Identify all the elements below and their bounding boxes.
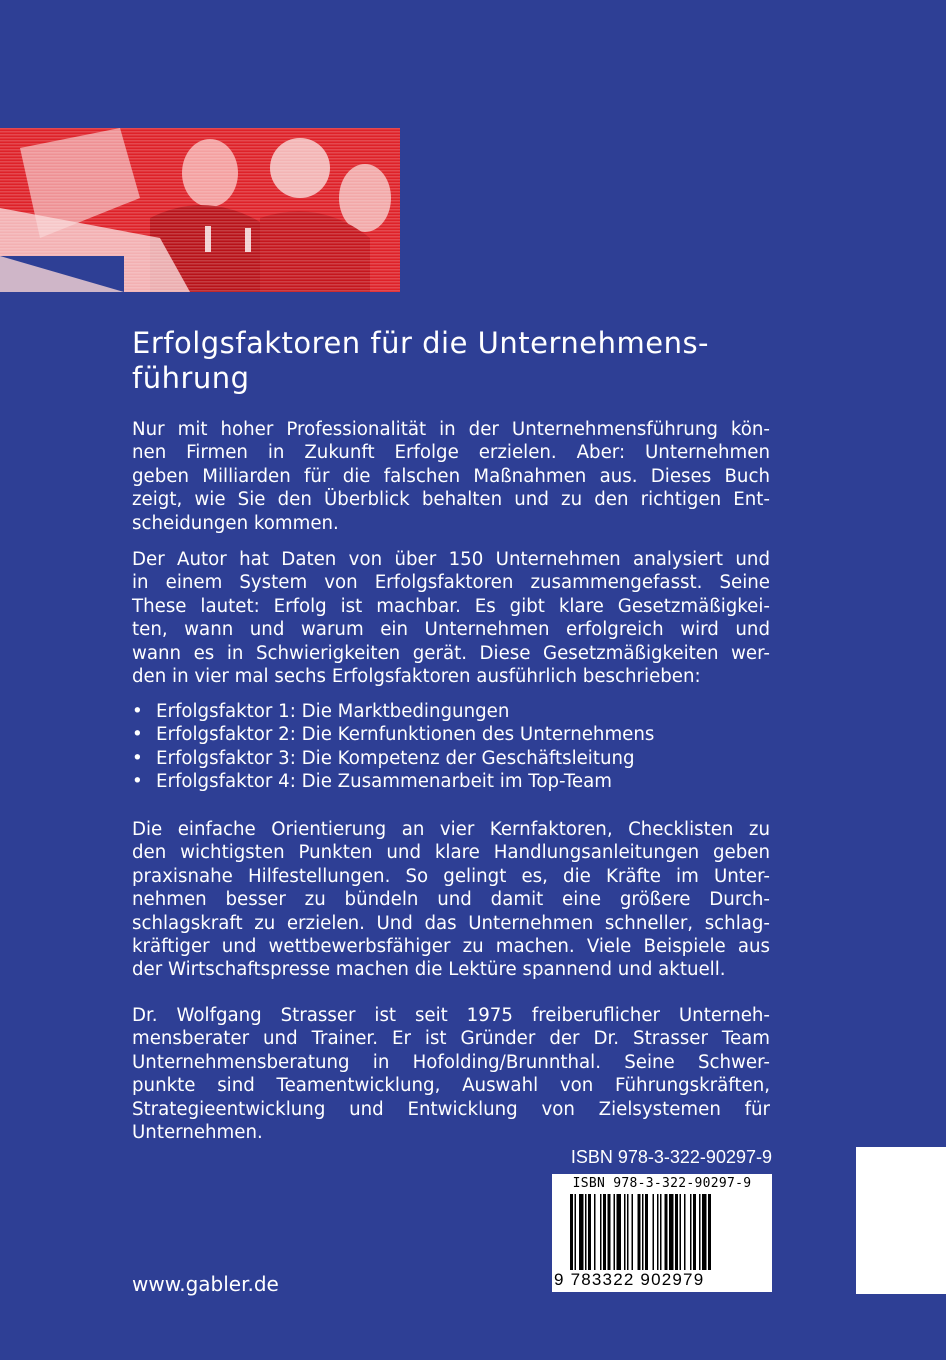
text-line: kräftiger und wettbewerbsfähiger zu machen. Viele Beispiele aus	[132, 936, 770, 958]
barcode	[552, 1174, 772, 1292]
text-line: den in vier mal sechs Erfolgsfaktoren ausführlich beschrieben:	[132, 666, 701, 688]
text-line: punkte sind Teamentwicklung, Auswahl von Führungskräften,	[132, 1075, 770, 1097]
factor-text: Erfolgsfaktor 3: Die Kompetenz der Geschäftsleitung	[156, 747, 635, 769]
barcode-bar	[690, 1194, 692, 1270]
barcode-bar	[627, 1194, 629, 1270]
barcode-bars	[570, 1194, 760, 1270]
barcode-bar	[680, 1194, 682, 1270]
text-line: praxisnahe Hilfestellungen. So gelingt es, die Kräfte im Unter-	[132, 865, 770, 887]
text-line: Dr. Wolfgang Strasser ist seit 1975 freiberuflicher Unterneh-	[132, 1005, 770, 1026]
book-title	[132, 326, 772, 396]
factor-text: Erfolgsfaktor 1: Die Marktbedingungen	[156, 701, 510, 722]
text-line: nehmen besser zu bündeln und damit eine größere Durch-	[132, 889, 770, 911]
barcode-bar	[660, 1194, 662, 1270]
barcode-digits: 9 783322 902979	[554, 1270, 705, 1289]
barcode-bar	[653, 1194, 655, 1270]
cover-photo	[0, 128, 400, 292]
text-line: wann es in Schwierigkeiten gerät. Diese Gesetzmäßigkeiten wer-	[132, 642, 770, 664]
text-line: mensberater und Trainer. Er ist Gründer der Dr. Strasser Team	[132, 1028, 770, 1050]
list-item	[132, 770, 772, 793]
author-bio-paragraph	[132, 1004, 770, 1144]
barcode-bar	[657, 1194, 659, 1270]
barcode-bar	[642, 1194, 644, 1270]
factor-text: Erfolgsfaktor 4: Die Zusammenarbeit im Top-Team	[156, 771, 612, 793]
barcode-bar	[665, 1194, 668, 1270]
factor-text: Erfolgsfaktor 2: Die Kernfunktionen des Unternehmens	[156, 724, 655, 746]
barcode-bar	[708, 1194, 711, 1270]
text-line: geben Milliarden für die falschen Maßnahmen aus. Dieses Buch	[132, 465, 770, 487]
barcode-bar	[575, 1194, 577, 1270]
barcode-bar	[702, 1194, 707, 1270]
bullet-icon: •	[132, 724, 143, 746]
list-item	[132, 700, 772, 723]
text-line: These lautet: Erfolg ist machbar. Es gibt klare Gesetzmäßigkei-	[132, 595, 770, 617]
publisher-url: www.gabler.de	[132, 1272, 279, 1296]
text-line: der Wirtschaftspresse machen die Lektüre spannend und aktuell.	[132, 959, 726, 981]
text-line: zeigt, wie Sie den Überblick behalten und zu den richtigen Ent-	[132, 489, 770, 511]
barcode-bar	[693, 1194, 696, 1270]
barcode-bar	[638, 1194, 641, 1270]
barcode-bar	[570, 1194, 573, 1270]
text-line: Der Autor hat Daten von über 150 Unternehmen analysiert und	[132, 549, 770, 570]
barcode-bar	[600, 1194, 602, 1270]
title-line-1: Erfolgsfaktoren für die Unternehmens-	[132, 326, 710, 360]
barcode-bar	[594, 1194, 596, 1270]
text-line: schlagskraft zu erzielen. Und das Unternehmen schneller, schlag-	[132, 912, 770, 934]
author-analysis-paragraph	[132, 548, 770, 688]
text-line: scheidungen kommen.	[132, 512, 339, 534]
text-line: Die einfache Orientierung an vier Kernfaktoren, Checklisten zu	[132, 819, 770, 840]
factors-list	[132, 700, 772, 794]
barcode-bar	[614, 1194, 616, 1270]
barcode-bar	[669, 1194, 674, 1270]
barcode-isbn-text: ISBN 978-3-322-90297-9	[572, 1176, 752, 1191]
price-label-area	[856, 1147, 946, 1294]
title-line-2: führung	[132, 361, 250, 395]
text-line: Strategieentwicklung und Entwicklung von Zielsystemen für	[132, 1098, 770, 1120]
list-item	[132, 723, 772, 746]
barcode-bar	[588, 1194, 591, 1270]
barcode-bar	[684, 1194, 686, 1270]
bullet-icon: •	[132, 771, 143, 793]
text-line: Unternehmen.	[132, 1122, 263, 1144]
barcode-bar	[579, 1194, 584, 1270]
text-line: Unternehmensberatung in Hofolding/Brunnthal. Seine Schwer-	[132, 1051, 770, 1073]
barcode-bar	[699, 1194, 701, 1270]
text-line: den wichtigsten Punkten und klare Handlungsanleitungen geben	[132, 842, 770, 864]
text-line: ten, wann und warum ein Unternehmen erfolgreich wird und	[132, 619, 770, 641]
text-line: Nur mit hoher Professionalität in der Unternehmensführung kön-	[132, 419, 770, 440]
barcode-bar	[617, 1194, 622, 1270]
barcode-bar	[585, 1194, 587, 1270]
isbn-label: ISBN 978-3-322-90297-9	[570, 1147, 772, 1167]
list-item	[132, 747, 772, 770]
barcode-bar	[624, 1194, 626, 1270]
bullet-icon: •	[132, 747, 143, 769]
barcode-bar	[608, 1194, 611, 1270]
barcode-bar	[675, 1194, 678, 1270]
benefits-paragraph	[132, 818, 770, 982]
barcode-bar	[632, 1194, 634, 1270]
bullet-icon: •	[132, 701, 143, 722]
barcode-bar	[645, 1194, 648, 1270]
text-line: nen Firmen in Zukunft Erfolge erzielen. Aber: Unternehmen	[132, 442, 770, 464]
intro-paragraph	[132, 418, 770, 535]
text-line: in einem System von Erfolgsfaktoren zusammengefasst. Seine	[132, 572, 770, 594]
barcode-bar	[603, 1194, 606, 1270]
